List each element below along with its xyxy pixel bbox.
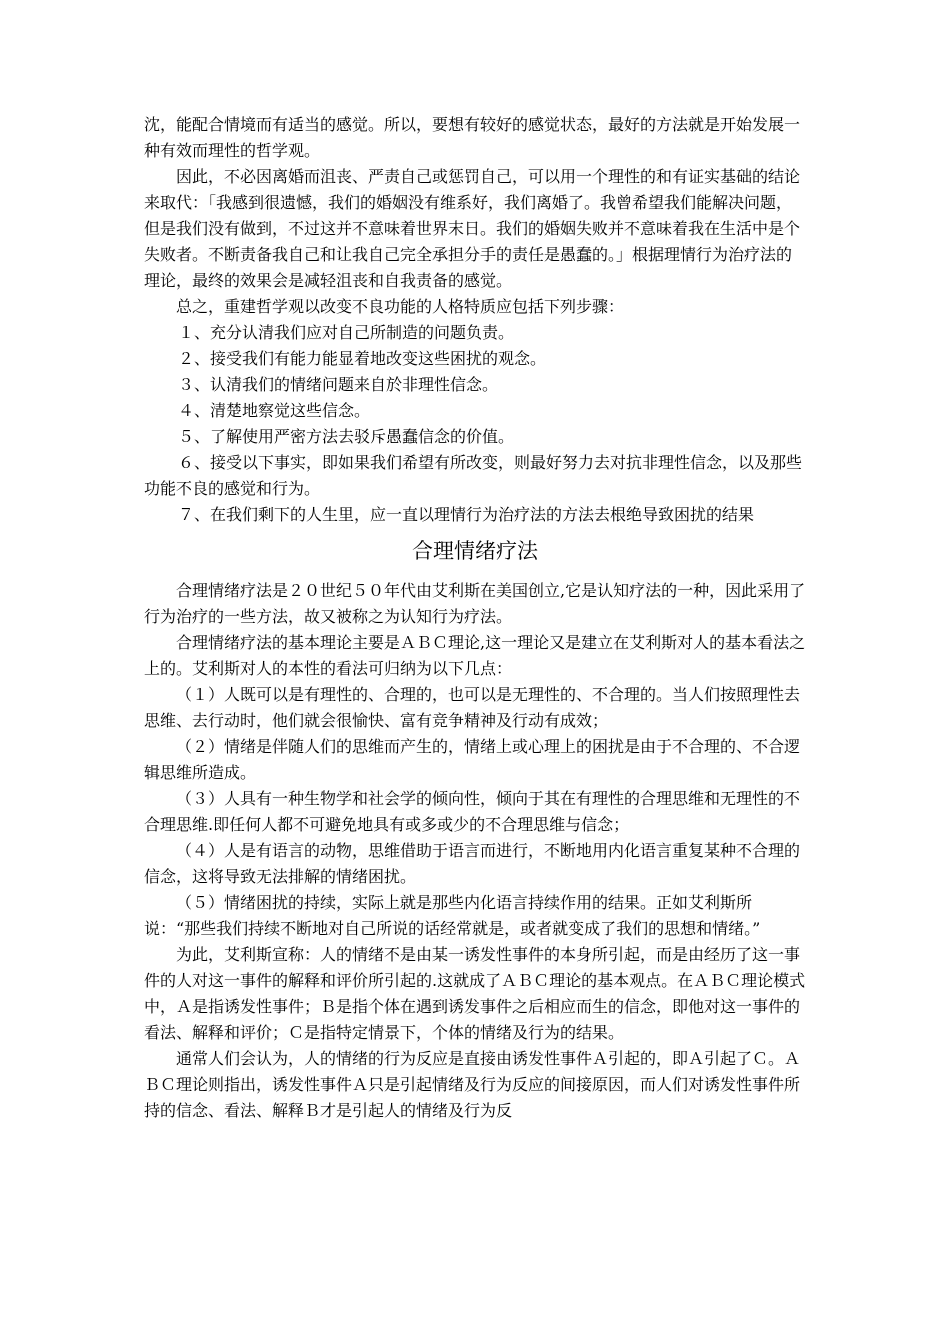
paragraph-abc-basis: 合理情绪疗法的基本理论主要是ＡＢＣ理论,这一理论又是建立在艾利斯对人的基本看法之上的。艾利斯对人的本性的看法可归纳为以下几点：: [144, 633, 806, 678]
paragraph-abc-theory: 为此，艾利斯宣称：人的情绪不是由某一诱发性事件的本身所引起，而是由经历了这一事件的人对这一事件的解释和评价所引起的.这就成了ＡＢＣ理论的基本观点。在ＡＢＣ理论模式中，Ａ是指诱发性事件；Ｂ是指个体在遇到诱发事件之后相应而生的信念，即他对这一事件的看法、解释和评价；Ｃ是指特定情景下，个体的情绪及行为的结果。: [144, 945, 806, 1042]
step-item-6: ６、接受以下事实，即如果我们希望有所改变，则最好努力去对抗非理性信念，以及那些功能不良的感觉和行为。: [144, 453, 803, 498]
point-3: （３）人具有一种生物学和社会学的倾向性，倾向于其在有理性的合理思维和无理性的不合理思维.即任何人都不可避免地具有或多或少的不合理思维与信念；: [144, 789, 801, 834]
document-body: [144, 112, 806, 1124]
step-item-5: ５、了解使用严密方法去驳斥愚蠢信念的价值。: [178, 427, 515, 446]
step-item-7: ７、在我们剩下的人生里，应一直以理情行为治疗法的方法去根绝导致困扰的结果: [178, 505, 755, 524]
paragraph-divorce-example: 因此，不必因离婚而沮丧、严责自己或惩罚自己，可以用一个理性的和有证实基础的结论来取代：「我感到很遗憾，我们的婚姻没有维系好，我们离婚了。我曾希望我们能解决问题，但是我们没有做到，不过这并不意味着世界末日。我们的婚姻失败并不意味着我在生活中是个失败者。不断责备我自己和让我自己完全承担分手的责任是愚蠢的。」根据理情行为治疗法的理论，最终的效果会是减轻沮丧和自我责备的感觉。: [144, 167, 801, 290]
paragraph-abc-explanation: 通常人们会认为，人的情绪的行为反应是直接由诱发性事件Ａ引起的，即Ａ引起了Ｃ。ＡＢＣ理论则指出，诱发性事件Ａ只是引起情绪及行为反应的间接原因，而人们对诱发性事件所持的信念、看法、解释Ｂ才是引起人的情绪及行为反: [144, 1049, 801, 1120]
step-item-4: ４、清楚地察觉这些信念。: [178, 401, 371, 420]
step-item-2: ２、接受我们有能力能显着地改变这些困扰的观念。: [178, 349, 547, 368]
section-heading: 合理情绪疗法: [412, 539, 538, 563]
point-4: （４）人是有语言的动物，思维借助于语言而进行，不断地用内化语言重复某种不合理的信念，这将导致无法排解的情绪困扰。: [144, 841, 801, 886]
paragraph-intro: 合理情绪疗法是２０世纪５０年代由艾利斯在美国创立,它是认知疗法的一种，因此采用了行为治疗的一些方法，故又被称之为认知行为疗法。: [144, 581, 806, 626]
paragraph-steps-intro: 总之，重建哲学观以改变不良功能的人格特质应包括下列步骤：: [176, 297, 625, 316]
step-item-3: ３、认清我们的情绪问题来自於非理性信念。: [178, 375, 499, 394]
point-5: （５）情绪困扰的持续，实际上就是那些内化语言持续作用的结果。正如艾利斯所说：“那些我们持续不断地对自己所说的话经常就是，或者就变成了我们的思想和情绪。”: [144, 893, 761, 938]
point-2: （２）情绪是伴随人们的思维而产生的，情绪上或心理上的困扰是由于不合理的、不合逻辑思维所造成。: [144, 737, 801, 782]
point-1: （１）人既可以是有理性的、合理的，也可以是无理性的、不合理的。当人们按照理性去思维、去行动时，他们就会很愉快、富有竞争精神及行动有成效；: [144, 685, 801, 730]
step-item-1: １、充分认清我们应对自己所制造的问题负责。: [178, 323, 515, 342]
paragraph-continuation: 沈，能配合情境而有适当的感觉。所以，要想有较好的感觉状态，最好的方法就是开始发展一种有效而理性的哲学观。: [144, 115, 801, 160]
